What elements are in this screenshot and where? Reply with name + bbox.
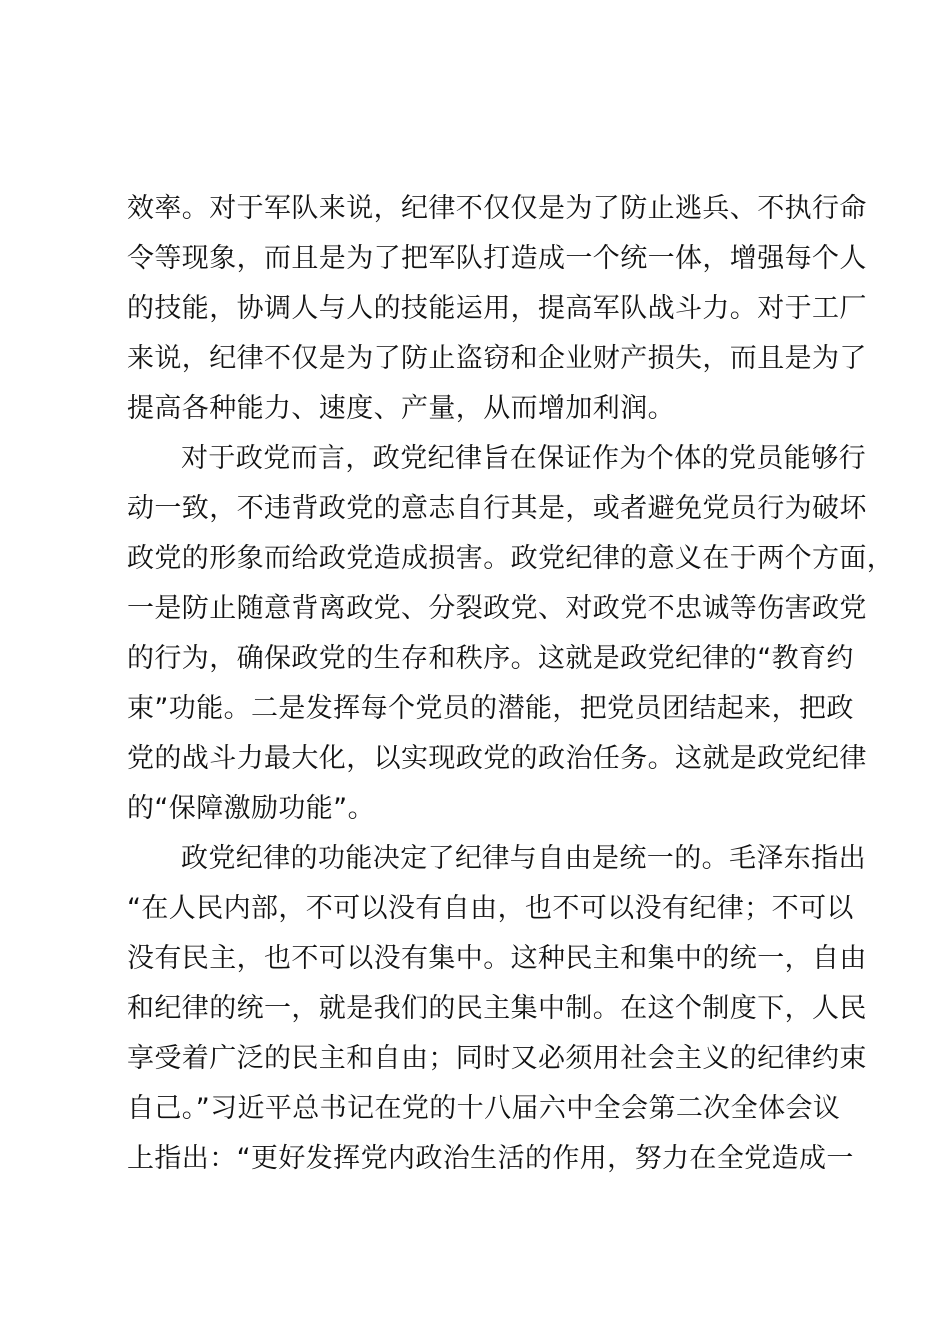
body-text: [127, 184, 895, 1184]
text-line: 和纪律的统一，就是我们的民主集中制。在这个制度下，人民: [127, 993, 867, 1024]
text-line: 享受着广泛的民主和自由；同时又必须用社会主义的纪律约束: [127, 1043, 867, 1074]
text-line: 上指出：“更好发挥党内政治生活的作用，努力在全党造成一: [127, 1143, 854, 1174]
paragraph-start-line: 对于政党而言，政党纪律旨在保证作为个体的党员能够行: [181, 443, 866, 474]
text-line: 来说，纪律不仅是为了防止盗窃和企业财产损失，而且是为了: [127, 343, 867, 374]
text-line: “在人民内部，不可以没有自由，也不可以没有纪律；不可以: [127, 893, 854, 924]
text-line: 束”功能。二是发挥每个党员的潜能，把党员团结起来，把政: [127, 693, 854, 724]
text-line: 令等现象，而且是为了把军队打造成一个统一体，增强每个人: [127, 243, 867, 274]
text-line: 自己。”习近平总书记在党的十八届六中全会第二次全体会议: [127, 1093, 841, 1124]
text-line: 一是防止随意背离政党、分裂政党、对政党不忠诚等伤害政党: [127, 593, 867, 624]
paragraph-start-line: 政党纪律的功能决定了纪律与自由是统一的。毛泽东指出: [181, 843, 866, 874]
text-line: 动一致，不违背政党的意志自行其是，或者避免党员行为破坏: [127, 493, 867, 524]
text-line: 政党的形象而给政党造成损害。政党纪律的意义在于两个方面，: [127, 543, 895, 574]
text-line: 效率。对于军队来说，纪律不仅仅是为了防止逃兵、不执行命: [127, 193, 867, 224]
text-line: 的“保障激励功能”。: [127, 793, 375, 824]
text-line: 没有民主，也不可以没有集中。这种民主和集中的统一，自由: [127, 943, 867, 974]
text-line: 的技能，协调人与人的技能运用，提高军队战斗力。对于工厂: [127, 293, 867, 324]
text-line: 提高各种能力、速度、产量，从而增加利润。: [127, 393, 675, 424]
text-line: 的行为，确保政党的生存和秩序。这就是政党纪律的“教育约: [127, 643, 854, 674]
text-line: 党的战斗力最大化，以实现政党的政治任务。这就是政党纪律: [127, 743, 867, 774]
